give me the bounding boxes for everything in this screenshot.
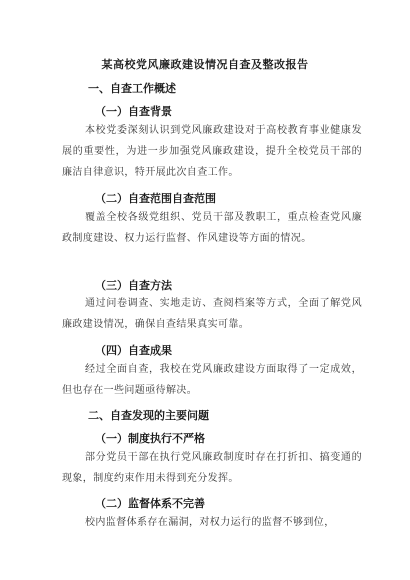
paragraph-supervision: 校内监督体系存在漏洞，对权力运行的监督不够到位，	[85, 517, 335, 528]
paragraph-scope: 覆盖全校各级党组织、党员干部及教职工，重点检查党风廉政制度建设、权力运行监督、作风建设等方面的情况。	[62, 212, 362, 244]
subsection-heading-scope: （二）自查范围自查范围	[95, 192, 216, 205]
paragraph-enforcement: 部分党员干部在执行党风廉政制度时存在打折扣、搞变通的现象，制度约束作用未得到充分发挥。	[62, 452, 362, 484]
subsection-heading-background: （一）自查背景	[95, 105, 172, 118]
subsection-heading-supervision: （二）监督体系不完善	[95, 497, 205, 510]
subsection-heading-results: （四）自查成果	[95, 344, 172, 357]
section-heading-overview: 一、自查工作概述	[88, 82, 176, 95]
subsection-heading-method: （三）自查方法	[95, 279, 172, 292]
subsection-heading-enforcement: （一）制度执行不严格	[95, 432, 205, 445]
report-title: 某高校党风廉政建设情况自查及整改报告	[101, 58, 309, 71]
paragraph-background: 本校党委深刻认识到党风廉政建设对于高校教育事业健康发展的重要性，为进一步加强党风廉政建设，提升全校党员干部的廉洁自律意识，特开展此次自查工作。	[62, 125, 362, 178]
paragraph-results: 经过全面自查，我校在党风廉政建设方面取得了一定成效，但也存在一些问题亟待解决。	[62, 364, 362, 396]
section-heading-problems: 二、自查发现的主要问题	[88, 409, 209, 422]
paragraph-method: 通过问卷调查、实地走访、查阅档案等方式，全面了解党风廉政建设情况，确保自查结果真实可靠。	[62, 298, 362, 330]
